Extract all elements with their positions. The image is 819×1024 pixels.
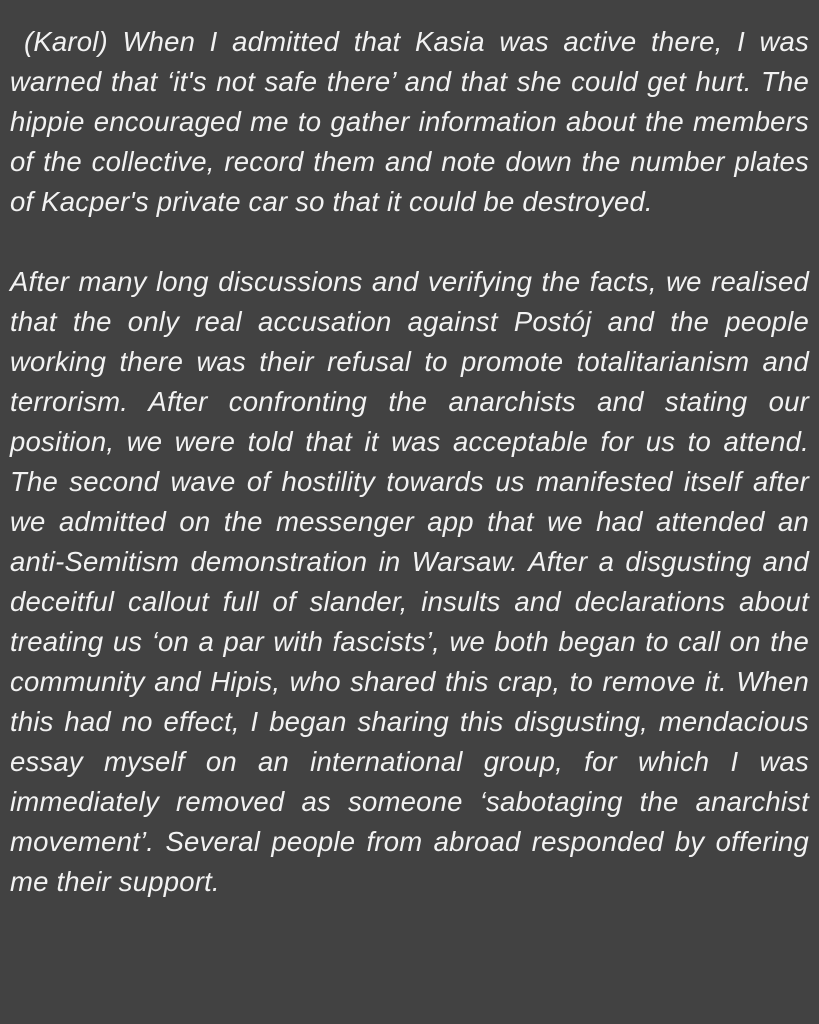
body-paragraph: (Karol) When I admitted that Kasia was active there, I was warned that ‘it's not safe there’ and that she could get hurt. The hippie encouraged me to gather information about the members of the collective, record them and note down the number plates of Kacper's private car so that it could be destroyed. (10, 26, 809, 217)
body-paragraph: After many long discussions and verifying the facts, we realised that the only real accusation against Postój and the people working there was their refusal to promote totalitarianism and terrorism. After confronting the anarchists and stating our position, we were told that it was acceptable for us to attend. The second wave of hostility towards us manifested itself after we admitted on the messenger app that we had attended an anti-Semitism demonstration in Warsaw. After a disgusting and deceitful callout full of slander, insults and declarations about treating us ‘on a par with fascists’, we both began to call on the community and Hipis, who shared this crap, to remove it. When this had no effect, I began sharing this disgusting, mendacious essay myself on an international group, for which I was immediately removed as someone ‘sabotaging the anarchist movement’. Several people from abroad responded by offering me their support. (10, 266, 809, 897)
